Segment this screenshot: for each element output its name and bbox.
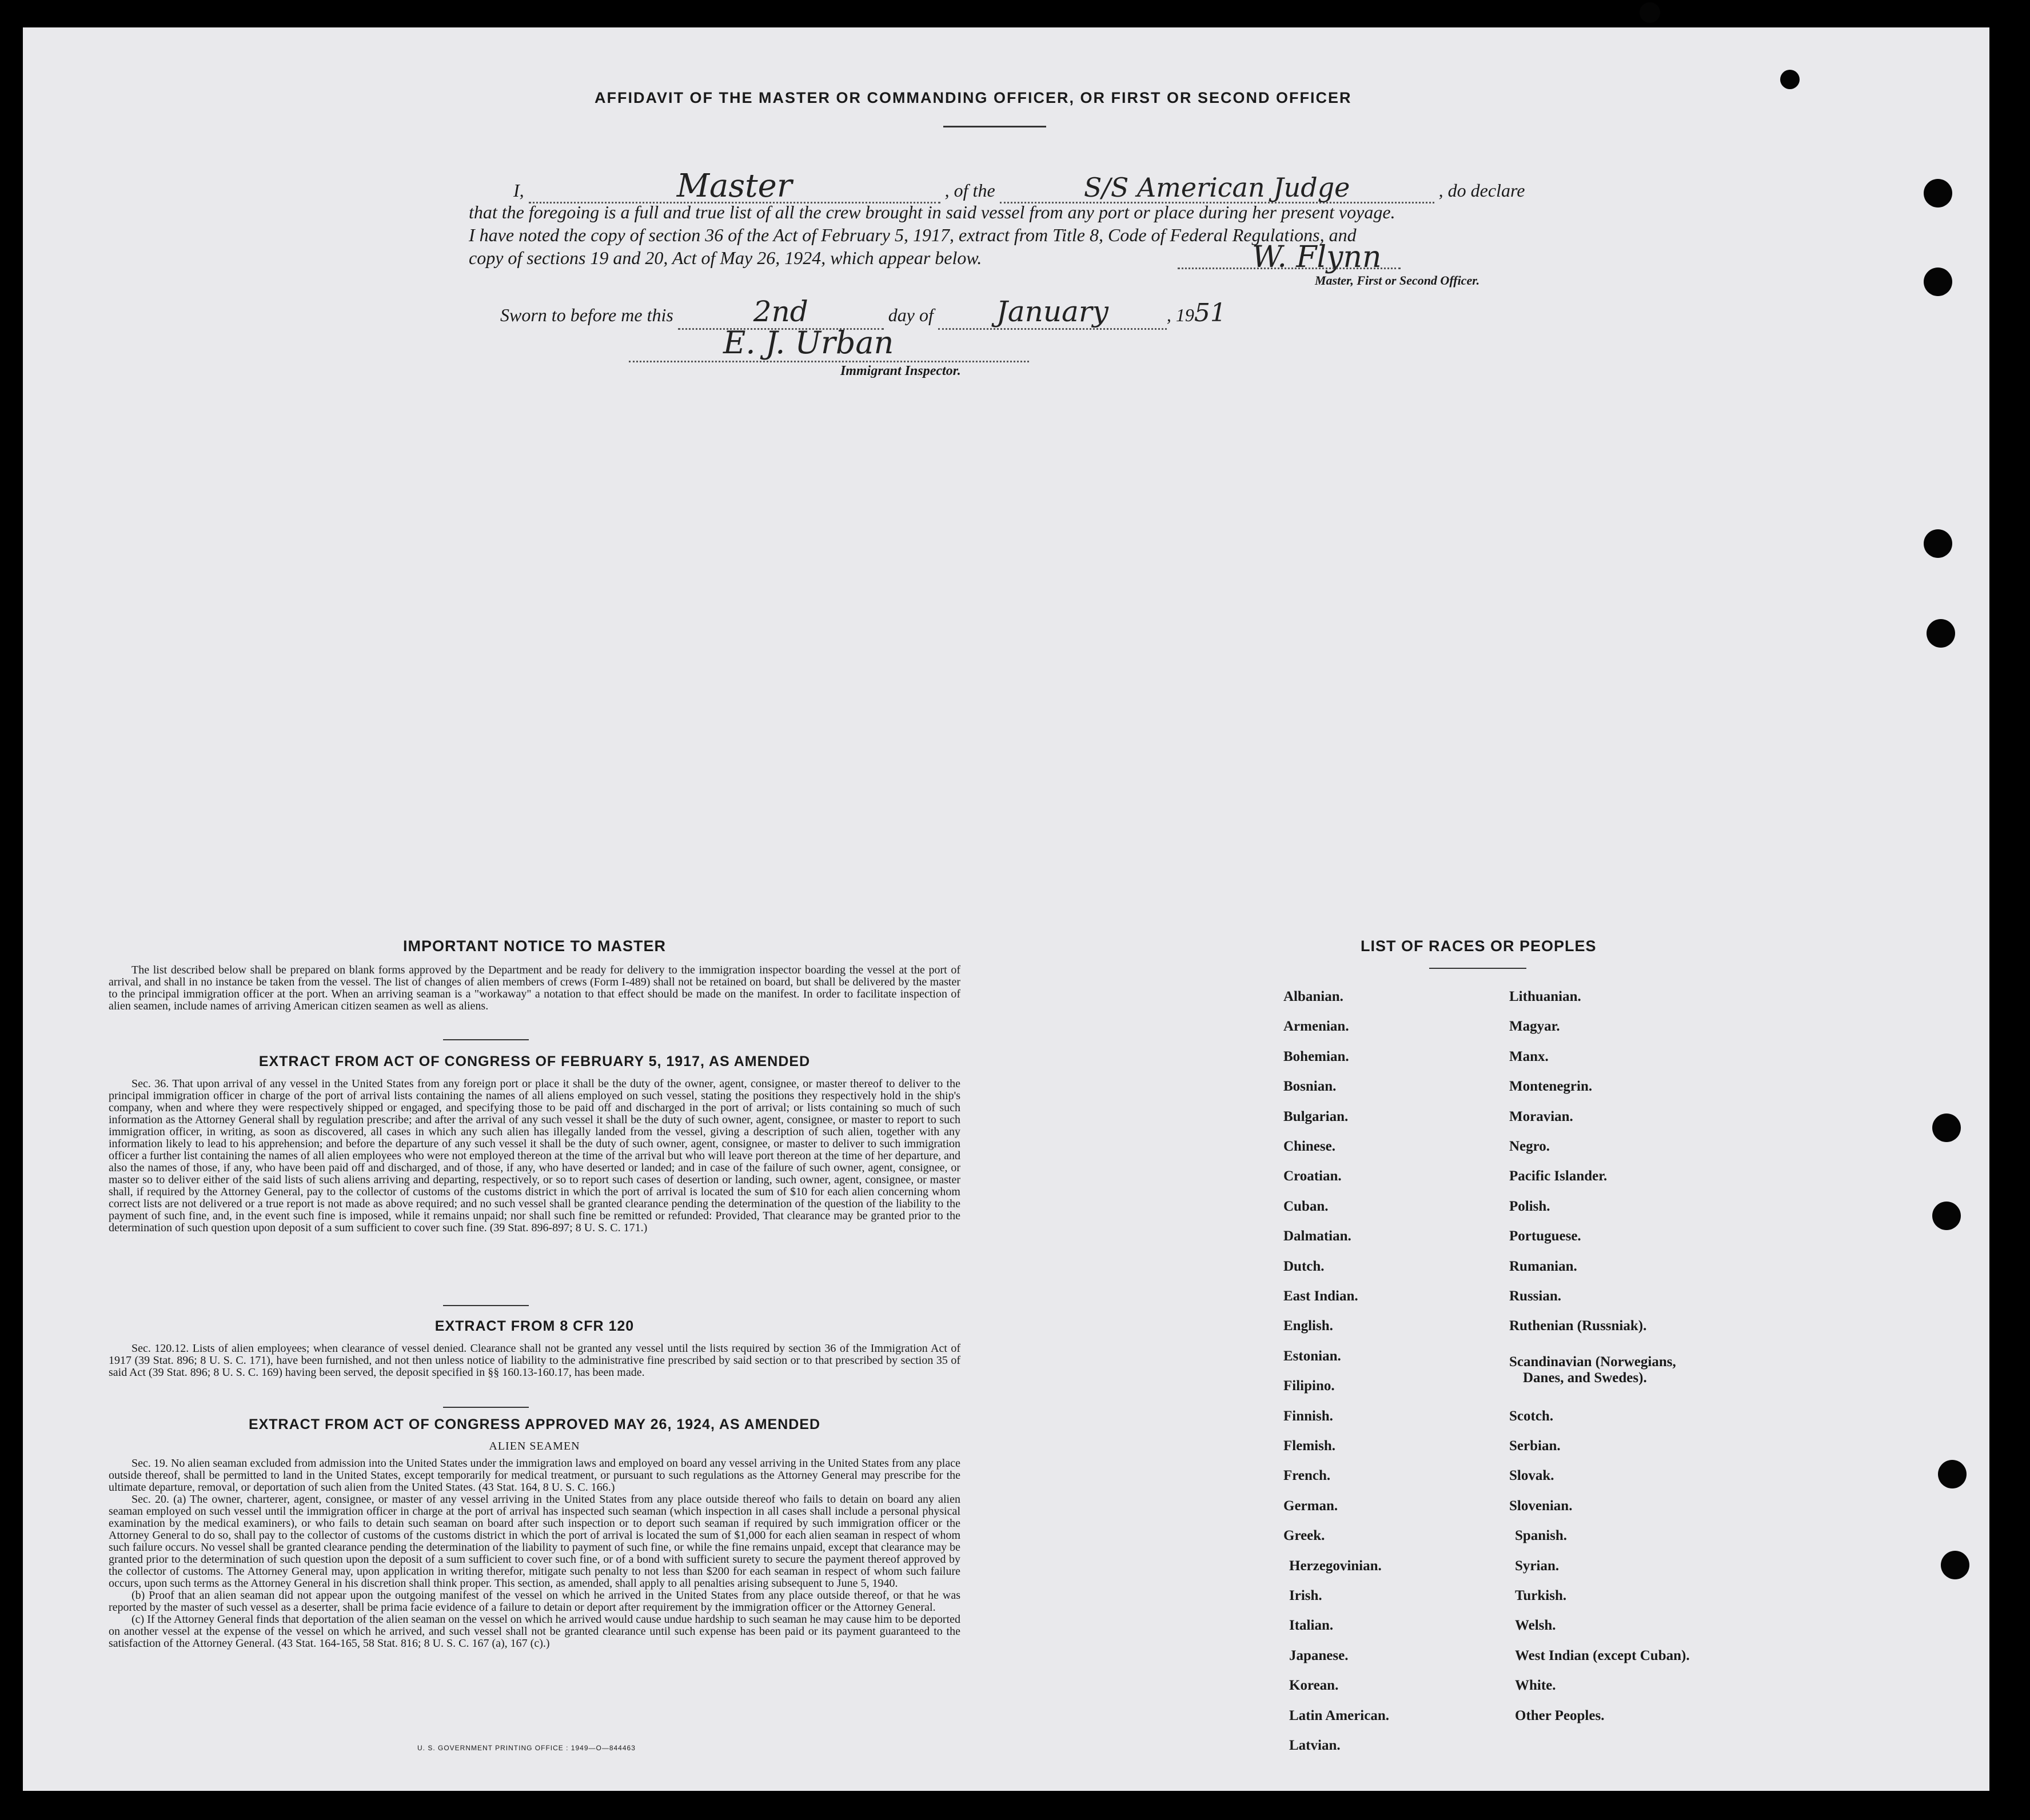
title-divider — [943, 126, 1046, 127]
extract-1917-section — [109, 1053, 960, 1234]
race-item: German. — [1283, 1498, 1338, 1514]
races-divider — [1429, 968, 1526, 969]
punch-hole — [1924, 268, 1952, 296]
handwritten-month: January — [996, 295, 1108, 328]
races-title: LIST OF RACES OR PEOPLES — [1361, 937, 1597, 955]
race-item: Serbian. — [1509, 1438, 1561, 1454]
race-item: Herzegovinian. — [1289, 1558, 1382, 1574]
race-item: Finnish. — [1283, 1408, 1333, 1424]
divider-1 — [443, 1039, 529, 1040]
punch-hole — [1927, 619, 1955, 648]
race-item: Bulgarian. — [1283, 1108, 1349, 1124]
inspector-signature: E. J. Urban — [723, 325, 894, 361]
race-item: Polish. — [1509, 1198, 1550, 1214]
handwritten-vessel: S/S American Judge — [1083, 172, 1350, 203]
race-item: Slovak. — [1509, 1468, 1554, 1484]
race-item: Scandinavian (Norwegians, — [1509, 1354, 1676, 1370]
month-field — [938, 295, 1167, 330]
race-item: Danes, and Swedes). — [1523, 1370, 1647, 1386]
race-item: Manx. — [1509, 1048, 1549, 1064]
race-item: Magyar. — [1509, 1019, 1560, 1035]
sworn-pre: Sworn to before me this — [500, 305, 673, 325]
race-item: Armenian. — [1283, 1019, 1349, 1035]
signature-line — [1178, 268, 1401, 269]
punch-hole — [1780, 70, 1800, 89]
race-item: Portuguese. — [1509, 1228, 1581, 1244]
of-the-text: , of the — [944, 180, 995, 201]
signature-caption — [1315, 273, 1479, 288]
race-item: Montenegrin. — [1509, 1079, 1593, 1095]
race-item: Latvian. — [1289, 1738, 1341, 1753]
punch-hole — [1938, 1460, 1967, 1488]
punch-hole — [1640, 2, 1660, 23]
inspector-caption: Immigrant Inspector. — [840, 364, 961, 378]
document-sheet — [23, 27, 1989, 1791]
extract-1924-section — [109, 1416, 960, 1650]
race-item: Moravian. — [1509, 1108, 1573, 1124]
divider-3 — [443, 1407, 529, 1408]
affidavit-body — [469, 152, 1584, 266]
extract-cfr-section — [109, 1318, 960, 1379]
vessel-name-field — [1000, 172, 1434, 203]
race-item: Other Peoples. — [1515, 1707, 1605, 1723]
race-item: Slovenian. — [1509, 1498, 1573, 1514]
master-signature: W. Flynn — [1252, 240, 1382, 274]
race-item: Cuban. — [1283, 1198, 1329, 1214]
extract-1917-body: Sec. 36. That upon arrival of any vessel in the United States from any foreign port or place it shall be the duty of the owner, agent, consignee, or master thereof to deliver to the principal immigration officer in charge of the port of arrival lists containing the names of all aliens employed on such vessel, stating the positions they respectively hold in the ship's company, when and where they were respectively shipped or engaged, and specifying those to be paid off and discharged in the port of arrival; or lists containing so much of such information as the Attorney General shall by regulation prescribe; and after the arrival of any such vessel it shall be the duty of such owner, agent, consignee, or master to report to such immigration officer, in writing, as soon as discovered, all cases in which any such alien has illegally landed from the vessel, giving a description of such alien, together with any information likely to lead to his apprehension; and before the departure of any such vessel it shall be the duty of such owner, agent, consignee, or master to deliver to such immigration officer a further list containing the names of all alien employees who were not employed thereon at the time of the arrival but who will leave port thereon at the time of her departure, and also the names of those, if any, who have been paid off and discharged, and of those, if any, who have deserted or landed; and in case of the failure of such owner, agent, consignee, or master so to deliver either of the said lists of such aliens arriving and departing, respectively, or so to report such cases of desertion or landing, such owner, agent, consignee, or master shall, if required by the Attorney General, pay to the collector of customs of the customs district in which the port of arrival is located the sum of $10 for each alien concerning whom correct lists are not delivered or a true report is not made as above required; and no such vessel shall be granted clearance pending the determination of the question of the liability to the payment of such fine, and, in the event such fine is imposed, while it remains unpaid; nor shall such fine be remitted or refunded: Provided, That clearance may be granted prior to the determination of such question upon deposit of a sum sufficient to cover such fine. (39 Stat. 896-897; 8 U. S. C. 171.) — [109, 1077, 960, 1234]
extract-1917-title: EXTRACT FROM ACT OF CONGRESS OF FEBRUARY 5, 1917, AS AMENDED — [258, 1053, 811, 1069]
race-item: Spanish. — [1515, 1528, 1568, 1544]
handwritten-title: Master — [676, 167, 792, 205]
race-item: Rumanian. — [1509, 1258, 1577, 1274]
race-item: Chinese. — [1283, 1139, 1335, 1154]
master-title-field — [529, 167, 940, 205]
race-item: Estonian. — [1283, 1348, 1341, 1364]
race-item: Italian. — [1289, 1618, 1334, 1634]
race-item: Lithuanian. — [1509, 989, 1581, 1004]
affidavit-line-4: copy of sections 19 and 20, Act of May 26, 1924, which appear below. — [469, 248, 982, 268]
notice-body: The list described below shall be prepared on blank forms approved by the Department and be ready for delivery to the immigration inspector boarding the vessel at the port of arrival, and shall in no instance be taken from the vessel. The list of changes of alien members of crews (Form I-489) shall not be retained on board, but shall be delivered by the master to the principal immigration officer at the port. When an arriving seaman is a "workaway" a notation to that effect should be made on the manifest. In order to facilitate inspection of alien seamen, include names of arriving American citizen seamen as well as aliens. — [109, 964, 960, 1012]
alien-seamen-subtitle: ALIEN SEAMEN — [489, 1440, 580, 1452]
race-item: East Indian. — [1283, 1288, 1358, 1304]
sec-20a-body: Sec. 20. (a) The owner, charterer, agent, consignee, or master of any vessel arriving in the United States from any place outside thereof who fails to detain on board any alien seaman employed on such vessel until the immigration officer in charge at the port of arrival has inspected such seaman (which inspection in all cases shall include a personal physical examination by the medical examiners), or who fails to detain such seaman on board after such inspection or to deport such seaman if required by such immigration officer or the Attorney General to do so, shall pay to the collector of customs of the customs district in which the port of arrival is located the sum of $1,000 for each alien seaman in respect of whom such failure occurs. No vessel shall be granted clearance pending the determination of the liability to payment of such fine, or while the fine remains unpaid, except that clearance may be granted prior to the determination of such question upon the deposit of a sum sufficient to cover such fine, or of a bond with sufficient surety to secure the payment thereof approved by the collector of customs. The Attorney General may, upon application in writing therefor, mitigate such penalty to not less than $200 for each seaman in respect of whom such failure occurs, upon such terms as the Attorney General in his discretion shall think proper. This section, as amended, shall apply to all penalties arising subsequent to June 5, 1940. — [109, 1493, 960, 1590]
race-item: Turkish. — [1515, 1588, 1567, 1603]
handwritten-day: 2nd — [753, 295, 808, 328]
race-item: Bohemian. — [1283, 1048, 1349, 1064]
punch-hole — [1932, 1202, 1961, 1230]
race-item: Latin American. — [1289, 1707, 1389, 1723]
race-item: Bosnian. — [1283, 1079, 1337, 1095]
race-item: English. — [1283, 1318, 1333, 1334]
declare-text: , do declare — [1438, 180, 1525, 201]
race-item: Russian. — [1509, 1288, 1562, 1304]
race-item: Greek. — [1283, 1528, 1325, 1544]
gpo-imprint: U. S. GOVERNMENT PRINTING OFFICE : 1949—O—844463 — [417, 1744, 636, 1752]
race-item: Croatian. — [1283, 1168, 1342, 1184]
race-item: Irish. — [1289, 1588, 1322, 1603]
day-of-text: day of — [888, 305, 934, 325]
notice-title: IMPORTANT NOTICE TO MASTER — [403, 937, 666, 955]
punch-hole — [1924, 529, 1952, 558]
race-item: Japanese. — [1289, 1647, 1349, 1663]
race-item: Syrian. — [1515, 1558, 1560, 1574]
race-item: Dutch. — [1283, 1258, 1325, 1274]
notice-section — [109, 937, 960, 1012]
race-item: French. — [1283, 1468, 1331, 1484]
race-item: Ruthenian (Russniak). — [1509, 1318, 1647, 1334]
affidavit-line-1 — [469, 167, 1555, 205]
year-prefix: , 19 — [1166, 305, 1194, 325]
race-item: Filipino. — [1283, 1378, 1335, 1394]
extract-1924-title: EXTRACT FROM ACT OF CONGRESS APPROVED MAY 26, 1924, AS AMENDED — [248, 1416, 821, 1432]
sec-20c-body: (c) If the Attorney General finds that deportation of the alien seaman on the vessel on which he arrived would cause undue hardship to such seaman he may cause him to be deported on another vessel at the expense of the vessel on which he arrived, and such vessel shall not be granted clearance until such expense has been paid or its payment guaranteed to the satisfaction of the Attorney General. (43 Stat. 164-165, 58 Stat. 816; 8 U. S. C. 167 (a), 167 (c).) — [109, 1613, 960, 1650]
race-item: White. — [1515, 1678, 1556, 1694]
punch-hole — [1941, 1551, 1969, 1579]
punch-hole — [1932, 1113, 1961, 1142]
race-item: Korean. — [1289, 1678, 1339, 1694]
race-item: West Indian (except Cuban). — [1515, 1647, 1690, 1663]
race-item: Pacific Islander. — [1509, 1168, 1608, 1184]
affidavit-pre: I, — [513, 180, 524, 201]
handwritten-year: 51 — [1194, 298, 1226, 328]
signature-caption-text: Master, First or Second Officer. — [1315, 273, 1480, 288]
extract-cfr-title: EXTRACT FROM 8 CFR 120 — [434, 1318, 635, 1334]
race-item: Welsh. — [1515, 1618, 1556, 1634]
affidavit-line-3: I have noted the copy of section 36 of the Act of February 5, 1917, extract from Title 8, Code of Federal Regulations, and — [469, 225, 1357, 245]
inspector-line — [629, 361, 1029, 362]
race-item: Negro. — [1509, 1139, 1550, 1154]
race-item: Scotch. — [1509, 1408, 1554, 1424]
affidavit-line-2: that the foregoing is a full and true list of all the crew brought in said vessel from any port or place during her present voyage. — [469, 202, 1395, 222]
extract-cfr-body: Sec. 120.12. Lists of alien employees; when clearance of vessel denied. Clearance shall not be granted any vessel until the lists required by section 36 of the Immigration Act of 1917 (39 Stat. 896; 8 U. S. C. 171), have been furnished, and not then unless notice of liability to the administrative fine prescribed by said section or to that prescribed by section 35 of said Act (39 Stat. 896; 8 U. S. C. 169) having been served, the deposit specified in §§ 160.13-160.17, has been made. — [109, 1342, 960, 1379]
punch-hole — [1924, 179, 1952, 207]
race-item: Albanian. — [1283, 989, 1343, 1004]
race-item: Dalmatian. — [1283, 1228, 1351, 1244]
race-item: Flemish. — [1283, 1438, 1335, 1454]
sec-20b-body: (b) Proof that an alien seaman did not appear upon the outgoing manifest of the vessel on which he arrived in the United States from any place outside thereof, or that he was reported by the master of such vessel as a deserter, shall be prima facie evidence of a failure to detain or deport after requirement by the immigration officer or the Attorney General. — [109, 1589, 960, 1614]
sec-19-body: Sec. 19. No alien seaman excluded from admission into the United States under the immigration laws and employed on board any vessel arriving in the United States from any place outside thereof, shall be permitted to land in the United States, except temporarily for medical treatment, or pursuant to such regulations as the Attorney General may prescribe for the ultimate departure, removal, or deportation of such alien from the United States. (43 Stat. 164, 8 U. S. C. 166.) — [109, 1457, 960, 1494]
divider-2 — [443, 1305, 529, 1306]
affidavit-title: AFFIDAVIT OF THE MASTER OR COMMANDING OFFICER, OR FIRST OR SECOND OFFICER — [595, 89, 1352, 106]
